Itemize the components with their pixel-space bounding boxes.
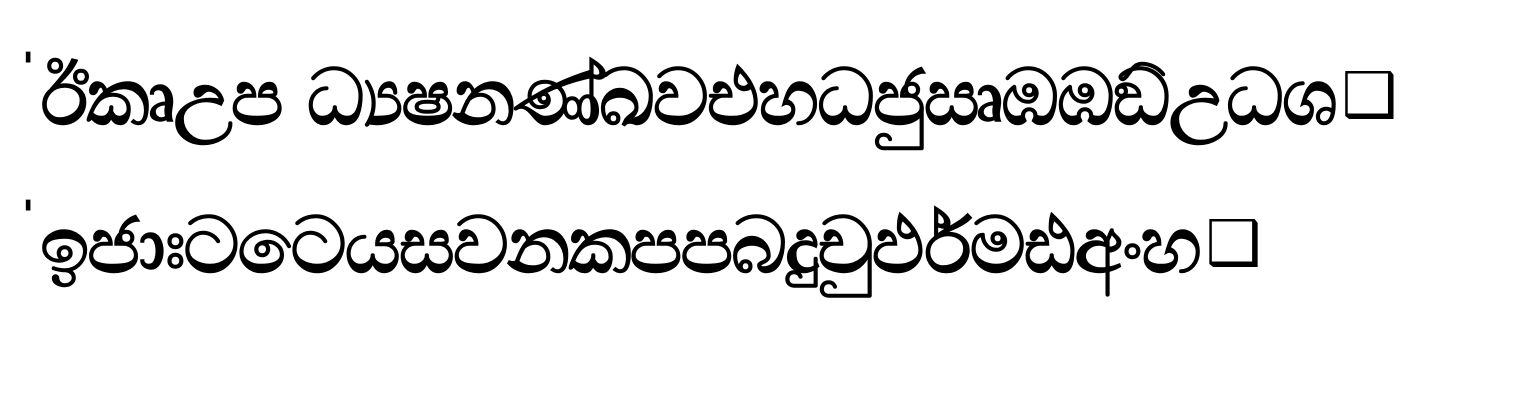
specimen-line-2 xyxy=(22,193,1262,294)
missing-glyph-box-icon: ❑ xyxy=(1341,58,1398,131)
sinhala-glyph-row: ඊකෘඋප ධ්‍යෂනණ්ඛවඑහධජුඍඹඹඞ්උධශ xyxy=(40,53,1336,143)
tick-mark: ' xyxy=(22,193,35,239)
sinhala-glyph-row: ඉජාඃටටෙයසවනකපපබදුචුර්ඵමඪඅංහ xyxy=(40,201,1200,291)
tick-mark: ' xyxy=(22,45,35,91)
specimen-line-1 xyxy=(22,45,1398,146)
missing-glyph-box-icon: ❑ xyxy=(1205,206,1262,279)
